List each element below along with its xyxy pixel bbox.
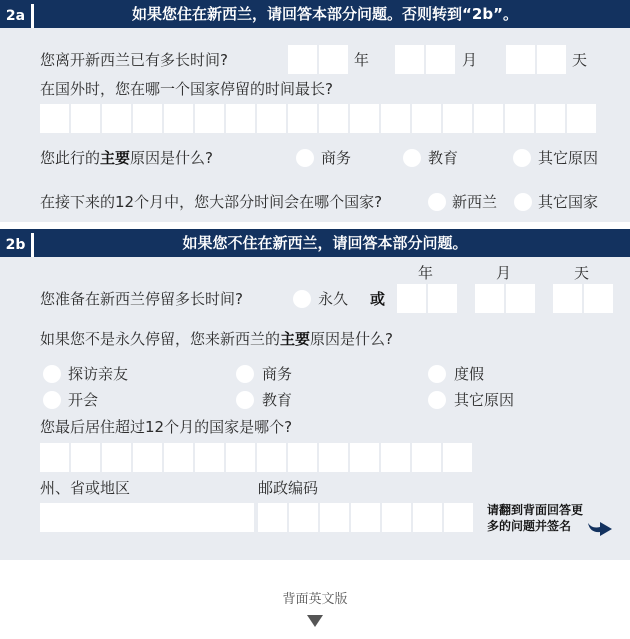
reason-other-radio[interactable]: [513, 149, 531, 167]
country-b-box-1[interactable]: [40, 443, 69, 472]
country-a-box-15[interactable]: [474, 104, 503, 133]
turn-over-arrow-icon: [586, 517, 614, 537]
country-a-box-12[interactable]: [381, 104, 410, 133]
q-last-residence-label: 您最后居住超过12个月的国家是哪个?: [40, 418, 293, 436]
country-a-box-13[interactable]: [412, 104, 441, 133]
months-box-1[interactable]: [395, 45, 424, 74]
country-a-box-9[interactable]: [288, 104, 317, 133]
b-days-header: 天: [574, 264, 590, 282]
section-2b: [0, 229, 630, 560]
country-a-box-17[interactable]: [536, 104, 565, 133]
country-a-box-3[interactable]: [102, 104, 131, 133]
postal-box-3[interactable]: [320, 503, 349, 532]
b-months-header: 月: [496, 264, 512, 282]
permanent-radio[interactable]: [293, 290, 311, 308]
visit-business-label: 商务: [262, 365, 293, 383]
b-years-header: 年: [418, 264, 434, 282]
section-2a-title: 如果您住在新西兰，请回答本部分问题。否则转到“2b”。: [132, 5, 518, 23]
country-a-box-18[interactable]: [567, 104, 596, 133]
postal-box-5[interactable]: [382, 503, 411, 532]
b-months-box-1[interactable]: [475, 284, 504, 313]
next-nz-radio[interactable]: [428, 193, 446, 211]
b-days-box-1[interactable]: [553, 284, 582, 313]
q-stay-length-label: 您准备在新西兰停留多长时间?: [40, 290, 243, 308]
months-label: 月: [462, 51, 478, 69]
years-label: 年: [354, 51, 370, 69]
postal-box-4[interactable]: [351, 503, 380, 532]
postal-box-1[interactable]: [258, 503, 287, 532]
visit-friends-label: 探访亲友: [68, 365, 129, 383]
country-a-box-14[interactable]: [443, 104, 472, 133]
visit-education-label: 教育: [262, 391, 293, 409]
q-visit-reason-label: 如果您不是永久停留，您来新西兰的主要原因是什么?: [40, 330, 393, 348]
visit-business-radio[interactable]: [236, 365, 254, 383]
days-box-1[interactable]: [506, 45, 535, 74]
q-next-12-months-label: 在接下来的12个月中，您大部分时间会在哪个国家?: [40, 193, 383, 211]
visit-conference-radio[interactable]: [43, 391, 61, 409]
country-b-box-2[interactable]: [71, 443, 100, 472]
days-box-2[interactable]: [537, 45, 566, 74]
reason-education-radio[interactable]: [403, 149, 421, 167]
state-label: 州、省或地区: [40, 479, 131, 497]
visit-friends-radio[interactable]: [43, 365, 61, 383]
q-time-away-label: 您离开新西兰已有多长时间?: [40, 51, 228, 69]
reason-other-label: 其它原因: [538, 149, 599, 167]
next-other-radio[interactable]: [514, 193, 532, 211]
q-main-reason-label: 您此行的主要原因是什么?: [40, 149, 213, 167]
q-longest-country-label: 在国外时，您在哪一个国家停留的时间最长?: [40, 80, 333, 98]
next-other-label: 其它国家: [538, 193, 599, 211]
country-b-box-5[interactable]: [164, 443, 193, 472]
country-b-box-4[interactable]: [133, 443, 162, 472]
days-label: 天: [572, 51, 588, 69]
section-2b-title: 如果您不住在新西兰，请回答本部分问题。: [182, 234, 468, 252]
b-days-box-2[interactable]: [584, 284, 613, 313]
down-arrow-icon: [307, 615, 323, 627]
country-a-box-4[interactable]: [133, 104, 162, 133]
reason-business-label: 商务: [321, 149, 352, 167]
visit-other-label: 其它原因: [454, 391, 515, 409]
reason-business-radio[interactable]: [296, 149, 314, 167]
visit-holiday-label: 度假: [454, 365, 485, 383]
country-a-box-5[interactable]: [164, 104, 193, 133]
section-2a-tag: 2a: [0, 4, 34, 28]
country-a-box-6[interactable]: [195, 104, 224, 133]
country-b-box-7[interactable]: [226, 443, 255, 472]
next-nz-label: 新西兰: [452, 193, 498, 211]
country-b-box-9[interactable]: [288, 443, 317, 472]
turn-over-line-2: 多的问题并签名: [487, 519, 572, 533]
country-a-box-7[interactable]: [226, 104, 255, 133]
visit-conference-label: 开会: [68, 391, 99, 409]
section-2b-tag: 2b: [0, 233, 34, 257]
postal-box-7[interactable]: [444, 503, 473, 532]
country-b-box-13[interactable]: [412, 443, 441, 472]
country-b-box-3[interactable]: [102, 443, 131, 472]
visit-other-radio[interactable]: [428, 391, 446, 409]
years-box-1[interactable]: [288, 45, 317, 74]
section-2b-header: [0, 229, 630, 257]
country-a-box-8[interactable]: [257, 104, 286, 133]
country-b-box-10[interactable]: [319, 443, 348, 472]
country-b-box-12[interactable]: [381, 443, 410, 472]
b-years-box-2[interactable]: [428, 284, 457, 313]
country-b-box-8[interactable]: [257, 443, 286, 472]
postal-label: 邮政编码: [258, 479, 319, 497]
country-a-box-2[interactable]: [71, 104, 100, 133]
months-box-2[interactable]: [426, 45, 455, 74]
visit-holiday-radio[interactable]: [428, 365, 446, 383]
b-years-box-1[interactable]: [397, 284, 426, 313]
section-2a-header: [0, 0, 630, 28]
country-b-box-6[interactable]: [195, 443, 224, 472]
section-2a: [0, 0, 630, 222]
country-a-box-10[interactable]: [319, 104, 348, 133]
reason-education-label: 教育: [428, 149, 459, 167]
permanent-label: 永久: [318, 290, 349, 308]
postal-box-2[interactable]: [289, 503, 318, 532]
country-a-box-16[interactable]: [505, 104, 534, 133]
country-b-box-11[interactable]: [350, 443, 379, 472]
or-label: 或: [370, 290, 386, 308]
b-months-box-2[interactable]: [506, 284, 535, 313]
postal-box-6[interactable]: [413, 503, 442, 532]
visit-education-radio[interactable]: [236, 391, 254, 409]
country-b-box-14[interactable]: [443, 443, 472, 472]
country-a-box-1[interactable]: [40, 104, 69, 133]
years-box-2[interactable]: [319, 45, 348, 74]
country-a-box-11[interactable]: [350, 104, 379, 133]
footer-label: 背面英文版: [282, 592, 348, 607]
state-input[interactable]: [40, 503, 254, 532]
turn-over-line-1: 请翻到背面回答更: [487, 503, 584, 517]
